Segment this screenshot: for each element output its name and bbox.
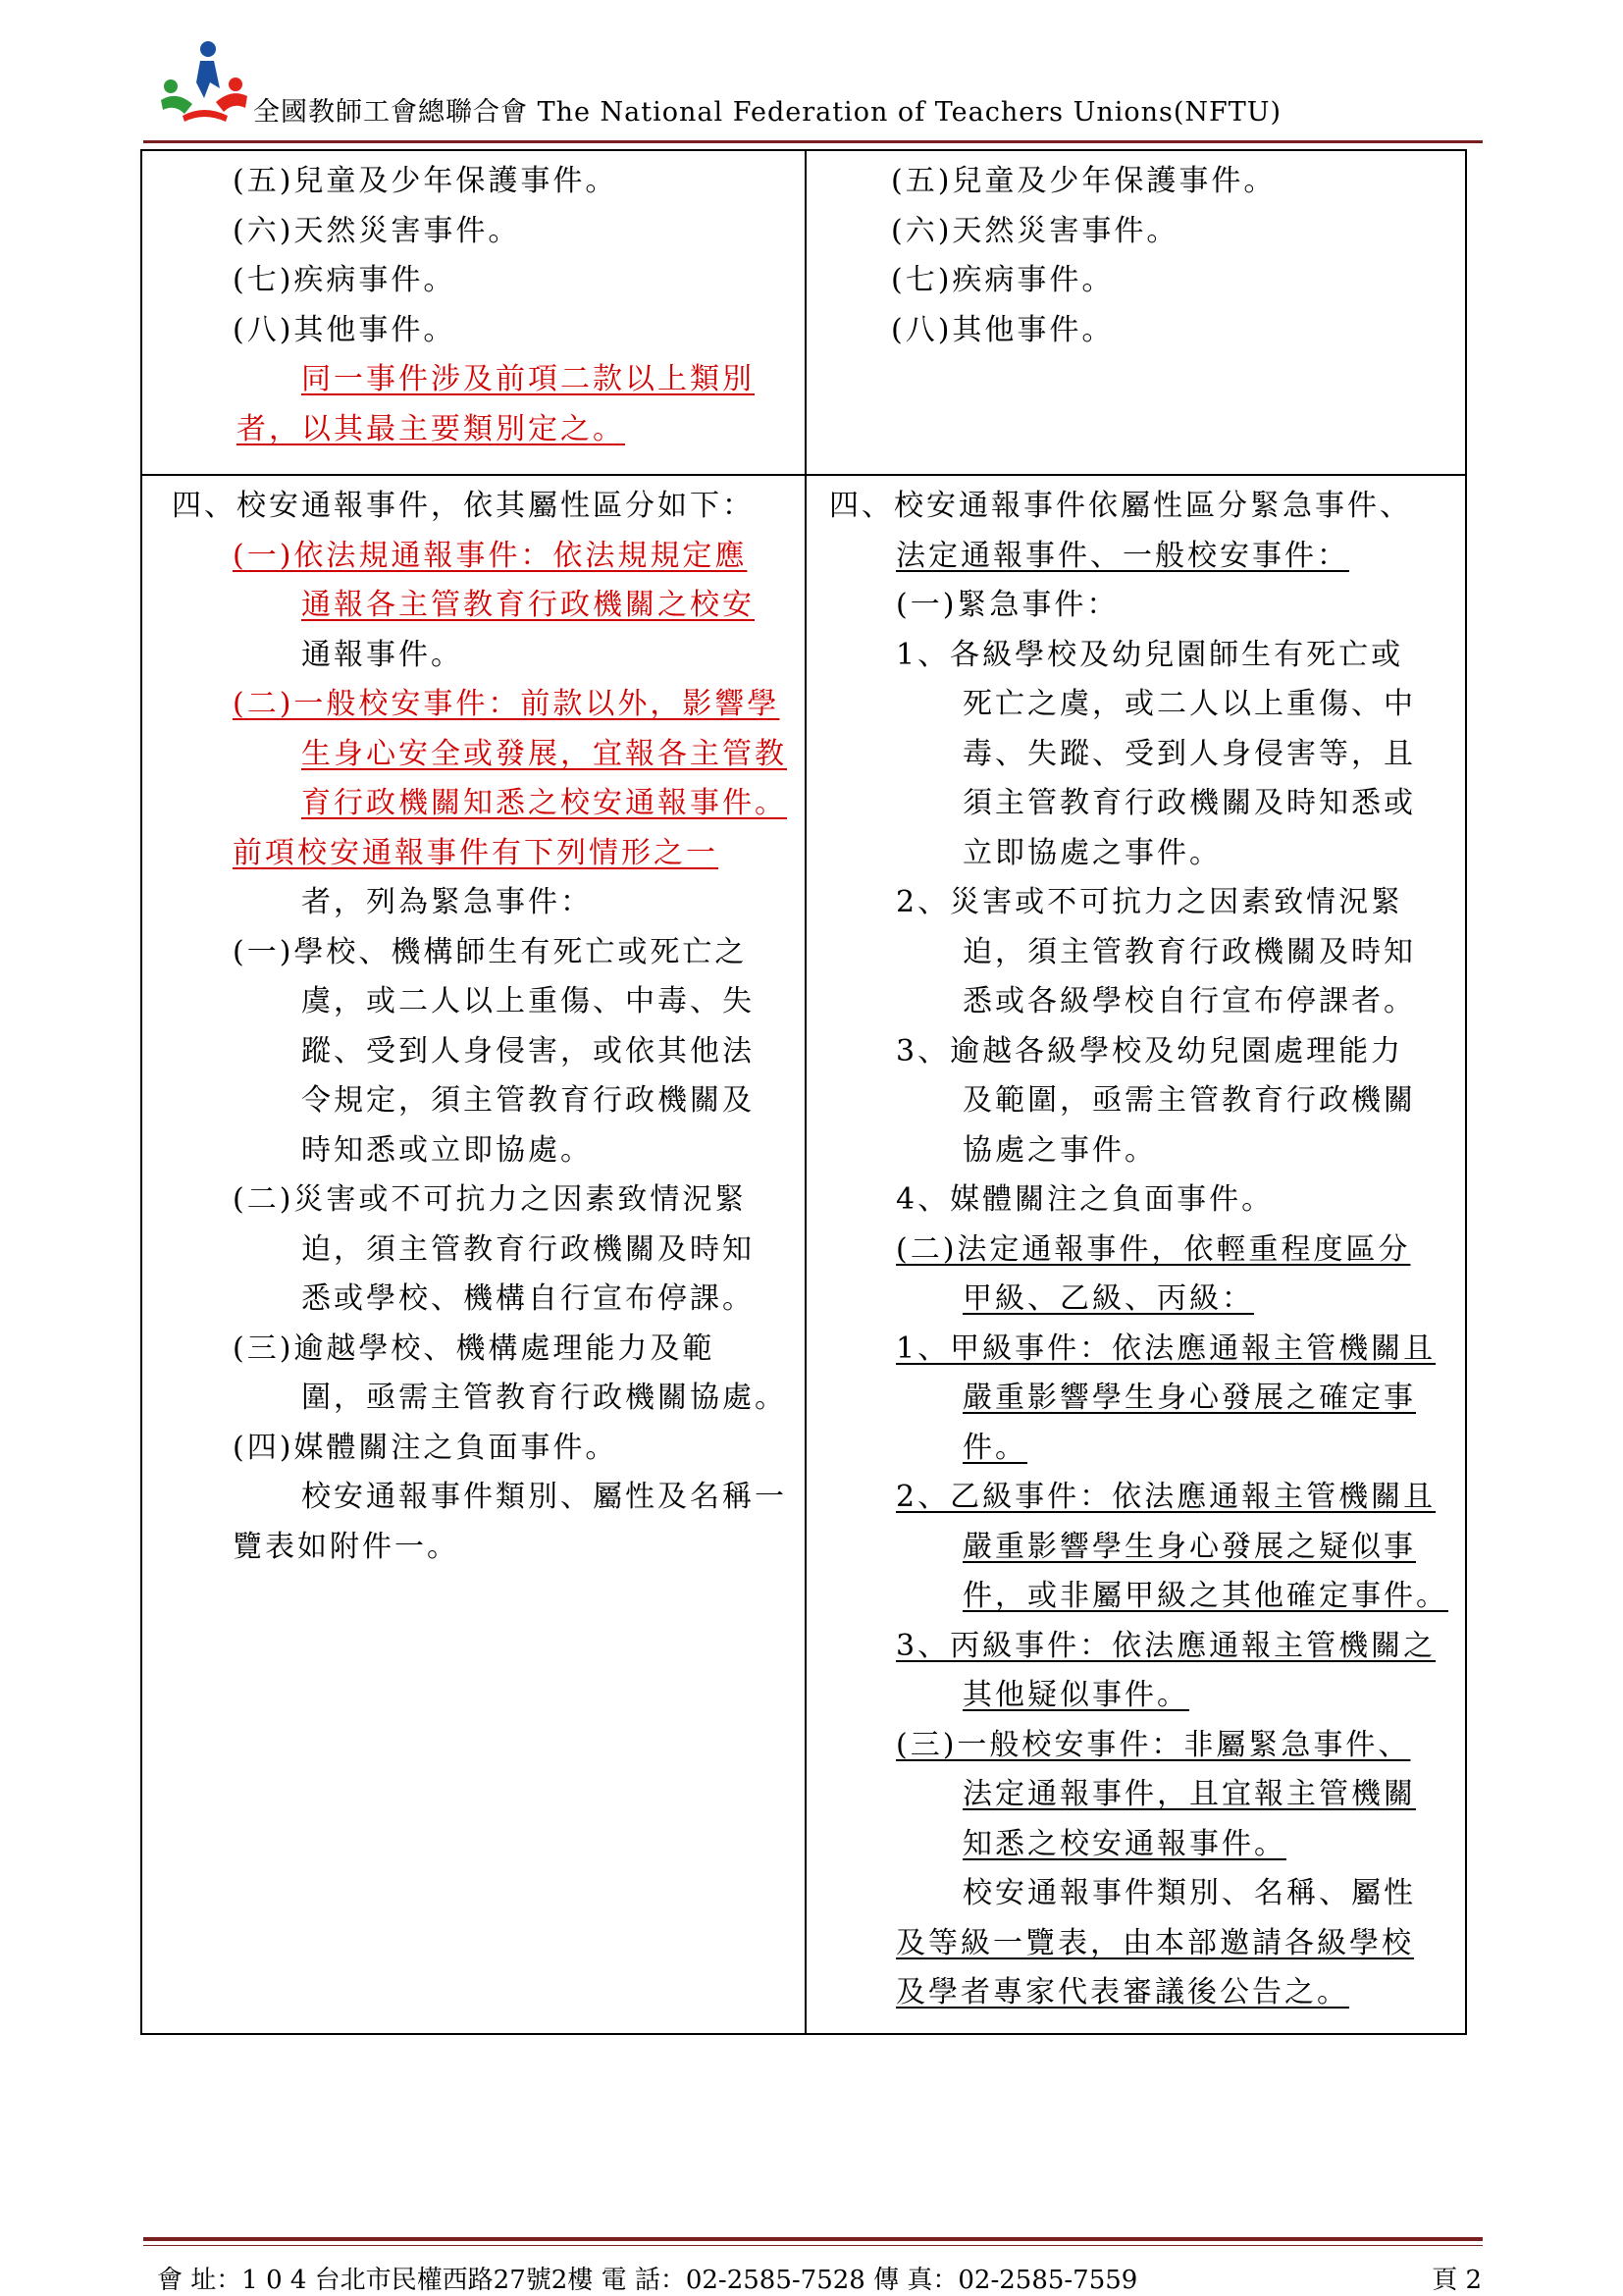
- text-line: 1、各級學校及幼兒園師生有死亡或: [896, 637, 1404, 672]
- footer-rule-thin: [143, 2245, 1483, 2246]
- left-main-cell: [172, 482, 787, 1572]
- text-line: 通報各主管教育行政機關之校安: [301, 588, 755, 622]
- text-line: 甲級、乙級、丙級：: [963, 1281, 1254, 1316]
- text-line: (三)逾越學校、機構處理能力及範: [233, 1331, 715, 1366]
- text-line: (七)疾病事件。: [233, 263, 456, 297]
- text-line: 3、逾越各級學校及幼兒園處理能力: [896, 1033, 1404, 1069]
- text-line: 及等級一覽表，由本部邀請各級學校: [896, 1925, 1414, 1960]
- text-line: 迫，須主管教育行政機關及時知: [301, 1231, 755, 1267]
- text-line: 1、甲級事件：依法應通報主管機關且: [896, 1331, 1437, 1366]
- text-line: 死亡之虞，或二人以上重傷、中: [963, 687, 1416, 721]
- text-line: 件，或非屬甲級之其他確定事件。: [963, 1579, 1448, 1613]
- text-line: 蹤、受到人身侵害，或依其他法: [301, 1033, 755, 1069]
- text-line: (六)天然災害事件。: [891, 213, 1179, 248]
- text-line: 覽表如附件一。: [233, 1529, 459, 1564]
- text-line: (六)天然災害事件。: [233, 213, 521, 248]
- text-line: 其他疑似事件。: [963, 1678, 1189, 1712]
- text-line: 校安通報事件類別、屬性及名稱一: [301, 1480, 787, 1514]
- text-line: 及學者專家代表審議後公告之。: [896, 1975, 1349, 2009]
- page-number: 頁 2: [1432, 2266, 1482, 2295]
- text-line: 者，以其最主要類別定之。: [236, 411, 625, 446]
- text-line: 知悉之校安通報事件。: [963, 1826, 1286, 1861]
- row-divider: [142, 474, 1465, 476]
- right-top-cell: [891, 157, 1276, 355]
- left-top-cell: [233, 157, 755, 454]
- nftu-logo: [157, 39, 251, 122]
- text-line: 立即協處之事件。: [963, 835, 1222, 870]
- text-line: (一)緊急事件：: [896, 588, 1120, 622]
- text-line: 及範圍，亟需主管教育行政機關: [963, 1083, 1416, 1118]
- text-line: 令規定，須主管教育行政機關及: [301, 1083, 755, 1118]
- text-line: 協處之事件。: [963, 1132, 1157, 1168]
- header-rule: [143, 140, 1483, 143]
- text-line: (一)依法規通報事件：依法規規定應: [233, 538, 748, 573]
- text-line: 時知悉或立即協處。: [301, 1132, 593, 1168]
- text-line: 2、災害或不可抗力之因素致情況緊: [896, 885, 1404, 919]
- text-line: 悉或學校、機構自行宣布停課。: [301, 1281, 755, 1316]
- text-line: 同一事件涉及前項二款以上類別: [301, 362, 755, 396]
- text-line: 通報事件。: [301, 637, 463, 672]
- text-line: (三)一般校安事件：非屬緊急事件、: [896, 1727, 1411, 1762]
- text-line: 3、丙級事件：依法應通報主管機關之: [896, 1628, 1437, 1663]
- text-line: (七)疾病事件。: [891, 263, 1115, 297]
- text-line: (八)其他事件。: [891, 312, 1115, 347]
- text-line: 法定通報事件、一般校安事件：: [896, 538, 1349, 573]
- text-line: 育行政機關知悉之校安通報事件。: [301, 786, 787, 820]
- text-line: 嚴重影響學生身心發展之確定事: [963, 1381, 1416, 1415]
- text-line: (二)法定通報事件，依輕重程度區分: [896, 1231, 1411, 1267]
- text-line: (五)兒童及少年保護事件。: [233, 164, 618, 198]
- text-line: 校安通報事件類別、名稱、屬性: [963, 1876, 1416, 1910]
- text-line: (二)一般校安事件：前款以外，影響學: [233, 687, 780, 721]
- text-line: 四、校安通報事件依屬性區分緊急事件、: [829, 489, 1412, 523]
- comparison-table: [140, 149, 1467, 2035]
- text-line: 四、校安通報事件，依其屬性區分如下：: [172, 489, 755, 523]
- right-main-cell: [829, 482, 1448, 2018]
- text-line: (八)其他事件。: [233, 312, 456, 347]
- footer-contact: 會 址：1 0 4 台北市民權西路27號2樓 電 話：02-2585-7528 傳 真：02-2585-7559: [157, 2266, 1138, 2295]
- text-line: 迫，須主管教育行政機關及時知: [963, 934, 1416, 969]
- organization-name: 全國教師工會總聯合會 The National Federation of Teachers Unions(NFTU): [253, 97, 1283, 128]
- text-line: 4、媒體關注之負面事件。: [896, 1182, 1275, 1217]
- text-line: (二)災害或不可抗力之因素致情況緊: [233, 1182, 748, 1217]
- text-line: 圍，亟需主管教育行政機關協處。: [301, 1381, 787, 1415]
- footer-rule: [143, 2237, 1483, 2241]
- text-line: 者，列為緊急事件：: [301, 885, 593, 919]
- text-line: 件。: [963, 1430, 1027, 1465]
- column-divider: [805, 151, 807, 2033]
- text-line: (一)學校、機構師生有死亡或死亡之: [233, 934, 748, 969]
- text-line: 虞，或二人以上重傷、中毒、失: [301, 984, 755, 1018]
- text-line: (四)媒體關注之負面事件。: [233, 1430, 618, 1465]
- text-line: 法定通報事件，且宜報主管機關: [963, 1777, 1416, 1811]
- text-line: 2、乙級事件：依法應通報主管機關且: [896, 1480, 1437, 1514]
- text-line: 毒、失蹤、受到人身侵害等，且: [963, 736, 1416, 771]
- text-line: 悉或各級學校自行宣布停課者。: [963, 984, 1416, 1018]
- text-line: 生身心安全或發展，宜報各主管教: [301, 736, 787, 771]
- text-line: 須主管教育行政機關及時知悉或: [963, 786, 1416, 820]
- text-line: 前項校安通報事件有下列情形之一: [233, 835, 718, 870]
- text-line: 嚴重影響學生身心發展之疑似事: [963, 1529, 1416, 1564]
- text-line: (五)兒童及少年保護事件。: [891, 164, 1277, 198]
